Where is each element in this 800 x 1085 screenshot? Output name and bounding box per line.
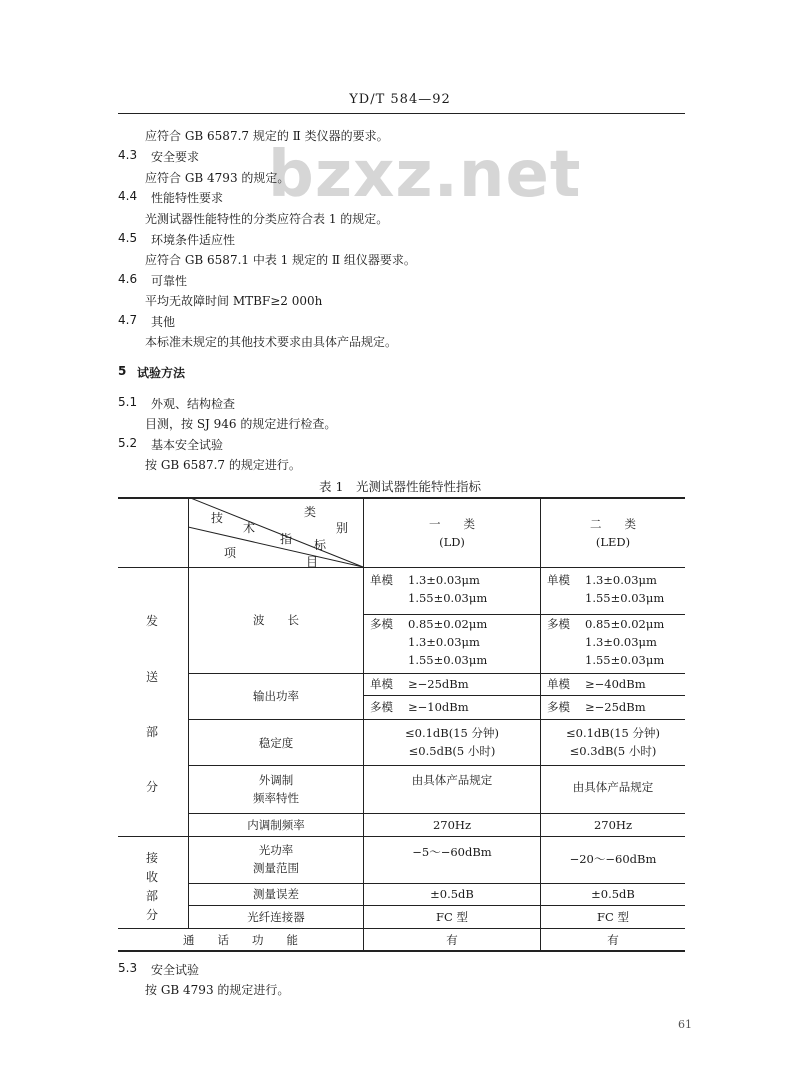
table-rule [363,695,685,696]
page-header: YD/T 584—92 [349,92,451,107]
section-number: 4.3 [118,148,138,162]
col2-wavelength-multi [547,615,685,669]
col1-ext-mod: 由具体产品规定 [411,773,493,787]
value: 0.85±0.02μm [585,617,665,631]
col2-error: ±0.5dB [591,887,635,901]
group-label-recv: 分 [146,908,159,922]
page-number: 61 [678,1018,692,1031]
value: ≤0.3dB(5 小时) [569,744,657,758]
mode-label: 多模 [370,700,393,714]
item-output-power: 输出功率 [253,689,299,703]
paragraph: 按 GB 6587.7 的规定进行。 [145,458,301,472]
section-heading: 其他 [151,315,176,329]
section-number: 4.5 [118,231,138,245]
paragraph: 应符合 GB 4793 的规定。 [145,171,290,185]
col2-wavelength-single [547,571,685,607]
section-number: 5.2 [118,436,138,450]
group-label-recv: 接 [146,851,159,865]
item-meas-error: 测量误差 [253,887,299,901]
table-rule [188,905,685,906]
mode-label: 多模 [547,617,570,631]
table-rule [118,836,685,837]
col1-subtitle: (LD) [439,535,465,549]
section-heading: 可靠性 [151,274,188,288]
diag-label: 项 [224,546,237,560]
col1-talk: 有 [446,933,458,947]
chapter-heading: 试验方法 [137,366,186,380]
section-heading: 安全要求 [151,150,200,164]
col2-connector: FC 型 [597,910,629,924]
diag-label: 目 [306,555,319,569]
paragraph: 应符合 GB 6587.7 规定的 Ⅱ 类仪器的要求。 [145,129,389,143]
col2-power-multi [547,698,685,716]
diag-label: 技 [211,511,224,525]
col2-ext-mod: 由具体产品规定 [572,780,654,794]
group-label-send: 发 [146,614,159,628]
spec-table [118,497,685,952]
mode-label: 多模 [370,617,393,631]
value: ≤0.5dB(5 小时) [408,744,496,758]
col2-int-mod: 270Hz [593,818,633,832]
col2-subtitle: (LED) [595,535,631,549]
paragraph: 光测试器性能特性的分类应符合表 1 的规定。 [145,212,389,226]
value: 1.55±0.03μm [408,653,488,667]
col1-int-mod: 270Hz [432,818,472,832]
table-rule [118,928,685,929]
col2-power-single [547,675,685,693]
value: 1.3±0.03μm [585,573,657,587]
section-heading: 外观、结构检查 [151,397,236,411]
value: 1.3±0.03μm [585,635,657,649]
section-number: 4.4 [118,189,138,203]
item-ext-mod: 外调制 [258,773,294,787]
section-heading: 环境条件适应性 [151,233,236,247]
section-number: 5.1 [118,395,138,409]
group-label-recv: 部 [146,889,159,903]
col2-title: 二 类 [590,517,636,531]
col1-power-single [370,675,540,693]
section-heading: 基本安全试验 [151,438,224,452]
col1-power-multi [370,698,540,716]
section-number: 4.6 [118,272,138,286]
section-number: 4.7 [118,313,138,327]
paragraph: 应符合 GB 6587.1 中表 1 规定的 Ⅱ 组仪器要求。 [145,253,416,267]
paragraph: 本标准未规定的其他技术要求由具体产品规定。 [145,335,398,349]
value: 0.85±0.02μm [408,617,488,631]
value: ≤0.1dB(15 分钟) [566,726,660,740]
mode-label: 单模 [547,677,570,691]
paragraph: 目测，按 SJ 946 的规定进行检查。 [145,417,337,431]
value: 1.55±0.03μm [585,653,665,667]
diag-label: 标 [314,538,327,552]
col1-stability [364,724,540,760]
col1-error: ±0.5dB [430,887,474,901]
col1-range: −5～−60dBm [412,845,492,859]
table-rule [188,813,685,814]
col1-connector: FC 型 [436,910,468,924]
value: ≤0.1dB(15 分钟) [405,726,499,740]
col1-wavelength-multi [370,615,540,669]
col1-title: 一 类 [429,517,475,531]
group-label-send: 分 [146,780,159,794]
value: ≥−10dBm [408,700,469,714]
group-label-recv: 收 [146,870,159,884]
mode-label: 单模 [370,573,393,587]
value: 1.3±0.03μm [408,573,480,587]
paragraph: 按 GB 4793 的规定进行。 [145,983,290,997]
item-ext-mod: 频率特性 [253,791,299,805]
value: ≥−25dBm [585,700,646,714]
item-int-mod: 内调制频率 [247,818,305,832]
col1-wavelength-single [370,571,540,607]
section-number: 5.3 [118,961,138,975]
table-caption: 表 1 光测试器性能特性指标 [319,479,481,494]
table-rule [188,719,685,720]
col2-range: −20～−60dBm [569,852,657,866]
col2-talk: 有 [607,933,619,947]
col2-stability [541,724,685,760]
item-power-range: 光功率 [258,843,294,857]
mode-label: 单模 [370,677,393,691]
item-power-range: 测量范围 [253,861,299,875]
mode-label: 多模 [547,700,570,714]
mode-label: 单模 [547,573,570,587]
chapter-number: 5 [118,364,127,378]
value: ≥−25dBm [408,677,469,691]
diag-label: 类 [304,505,317,519]
item-talk: 通 话 功 能 [183,933,298,947]
watermark: bzxz.net [268,138,582,212]
group-label-send: 送 [146,670,159,684]
diag-label: 指 [280,532,293,546]
item-wavelength: 波 长 [253,613,299,627]
group-label-send: 部 [146,725,159,739]
value: 1.55±0.03μm [408,591,488,605]
table-rule [188,883,685,884]
section-heading: 性能特性要求 [151,191,224,205]
item-stability: 稳定度 [258,736,294,750]
value: 1.3±0.03μm [408,635,480,649]
table-bottom-rule [118,950,685,952]
paragraph: 平均无故障时间 MTBF≥2 000h [145,294,323,308]
value: 1.55±0.03μm [585,591,665,605]
diag-label: 术 [243,521,256,535]
header-rule [118,113,685,114]
table-rule [188,673,685,674]
diag-label: 别 [336,521,349,535]
value: ≥−40dBm [585,677,646,691]
item-connector: 光纤连接器 [247,910,305,924]
section-heading: 安全试验 [151,963,200,977]
table-rule [188,765,685,766]
